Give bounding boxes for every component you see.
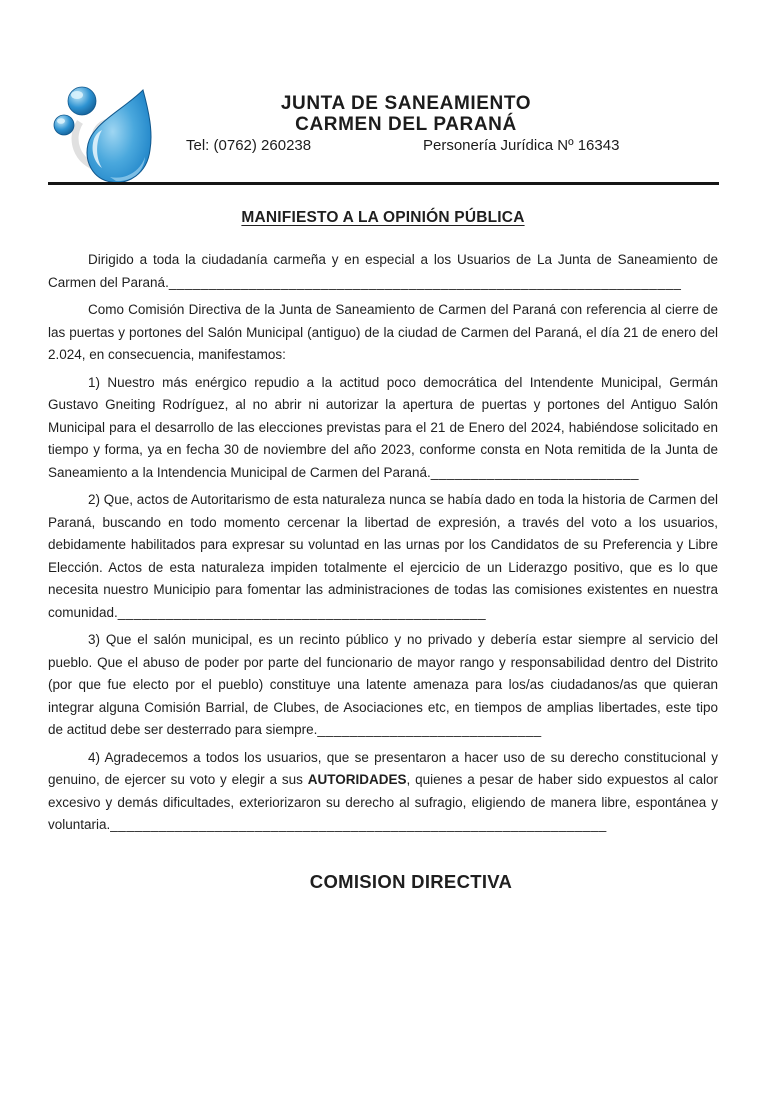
document-title: MANIFIESTO A LA OPINIÓN PÚBLICA	[241, 209, 525, 226]
paragraph-text: 2) Que, actos de Autoritarismo de esta naturaleza nunca se había dado en toda la historia de Carmen del Paraná, buscando en todo momento cercenar la libertad de expresión, a través del voto a los usuarios, debidamente habilitados para expresar su voluntad en las urnas por los Candidatos de su Preferencia y Libre Elección. Actos de esta naturaleza impiden totalmente el ejercicio de un Liderazgo positivo, que es lo que necesita nuestro Municipio para fomentar las administraciones de todas las comisiones existentes en nuestra comunidad.	[48, 492, 718, 620]
paragraph-addressee	[48, 249, 718, 294]
signature-line: ____________________________	[317, 722, 542, 737]
paragraph-point-1	[48, 372, 718, 485]
bubble-large	[68, 87, 96, 115]
paragraph-point-3	[48, 629, 718, 742]
document-body	[48, 209, 718, 893]
legal-id: Personería Jurídica Nº 16343	[423, 137, 620, 154]
paragraph-text: , quienes a pesar de haber sido expuestos al calor excesivo y demás dificultades, exteriorizaron su derecho al sufragio, eligiendo de manera libre, espontánea y voluntaria.	[48, 772, 718, 832]
paragraph-text: 3) Que el salón municipal, es un recinto público y no privado y debería estar siempre al servicio del pueblo. Que el abuso de poder por parte del funcionario de mayor rango y responsabilidad dentro del Distrito (por que fue electo por el pueblo) constituye una latente amenaza para los/as ciudadanos/as que quieran integrar alguna Comisión Barrial, de Clubes, de Asociaciones etc, en tiempos de amplias libertades, este tipo de actitud debe ser desterrado para siempre.	[48, 632, 718, 737]
bubble-small-highlight	[57, 118, 65, 124]
signature-line: ______________________________________________	[117, 604, 487, 620]
signature-line: ______________________________________________________________	[110, 817, 607, 832]
paragraph-text: Dirigido a toda la ciudadanía carmeña y en especial a los Usuarios de La Junta de Saneamiento de Carmen del Paraná.	[48, 252, 718, 290]
paragraph-intro	[48, 299, 718, 367]
org-name-line1: JUNTA DE SANEAMIENTO	[280, 93, 532, 114]
closing-signature: COMISION DIRECTIVA	[309, 870, 513, 892]
org-name-line2: CARMEN DEL PARANÁ	[295, 114, 517, 135]
paragraph-point-2	[48, 489, 718, 624]
bubble-large-highlight	[71, 91, 83, 99]
paragraph-point-4	[48, 747, 718, 837]
paragraph-text: 4) Agradecemos a todos los usuarios, que se presentaron a hacer uso de su derecho constitucional y genuino, de ejercer su voto y elegir a sus	[48, 749, 718, 787]
paragraphs	[48, 249, 718, 837]
header-divider	[48, 182, 719, 185]
signature-line: __________________________	[430, 464, 639, 480]
phone-number: Tel: (0762) 260238	[186, 137, 312, 154]
bubble-small	[54, 115, 74, 135]
emphasized-text: AUTORIDADES	[307, 772, 407, 787]
paragraph-text: 1) Nuestro más enérgico repudio a la actitud poco democrática del Intendente Municipal, Germán Gustavo Gneiting Rodríguez, al no abrir ni autorizar la apertura de puertas y portones del Antiguo Salón Municipal para el desarrollo de las elecciones previstas para el 21 de Enero del 2024, habiéndose solicitado en tiempo y forma, ya en fecha 30 de noviembre del año 2023, conforme consta en Nota remitida de la Junta de Saneamiento a la Intendencia Municipal de Carmen del Paraná.	[48, 374, 718, 480]
signature-line: ________________________________________________________________	[168, 274, 682, 290]
water-drop-logo	[50, 82, 156, 186]
paragraph-text: Como Comisión Directiva de la Junta de Saneamiento de Carmen del Paraná con referencia al cierre de las puertas y portones del Salón Municipal (antiguo) de la ciudad de Carmen del Paraná, el día 21 de enero del 2.024, en consecuencia, manifestamos:	[48, 302, 718, 362]
letterhead	[150, 93, 662, 135]
